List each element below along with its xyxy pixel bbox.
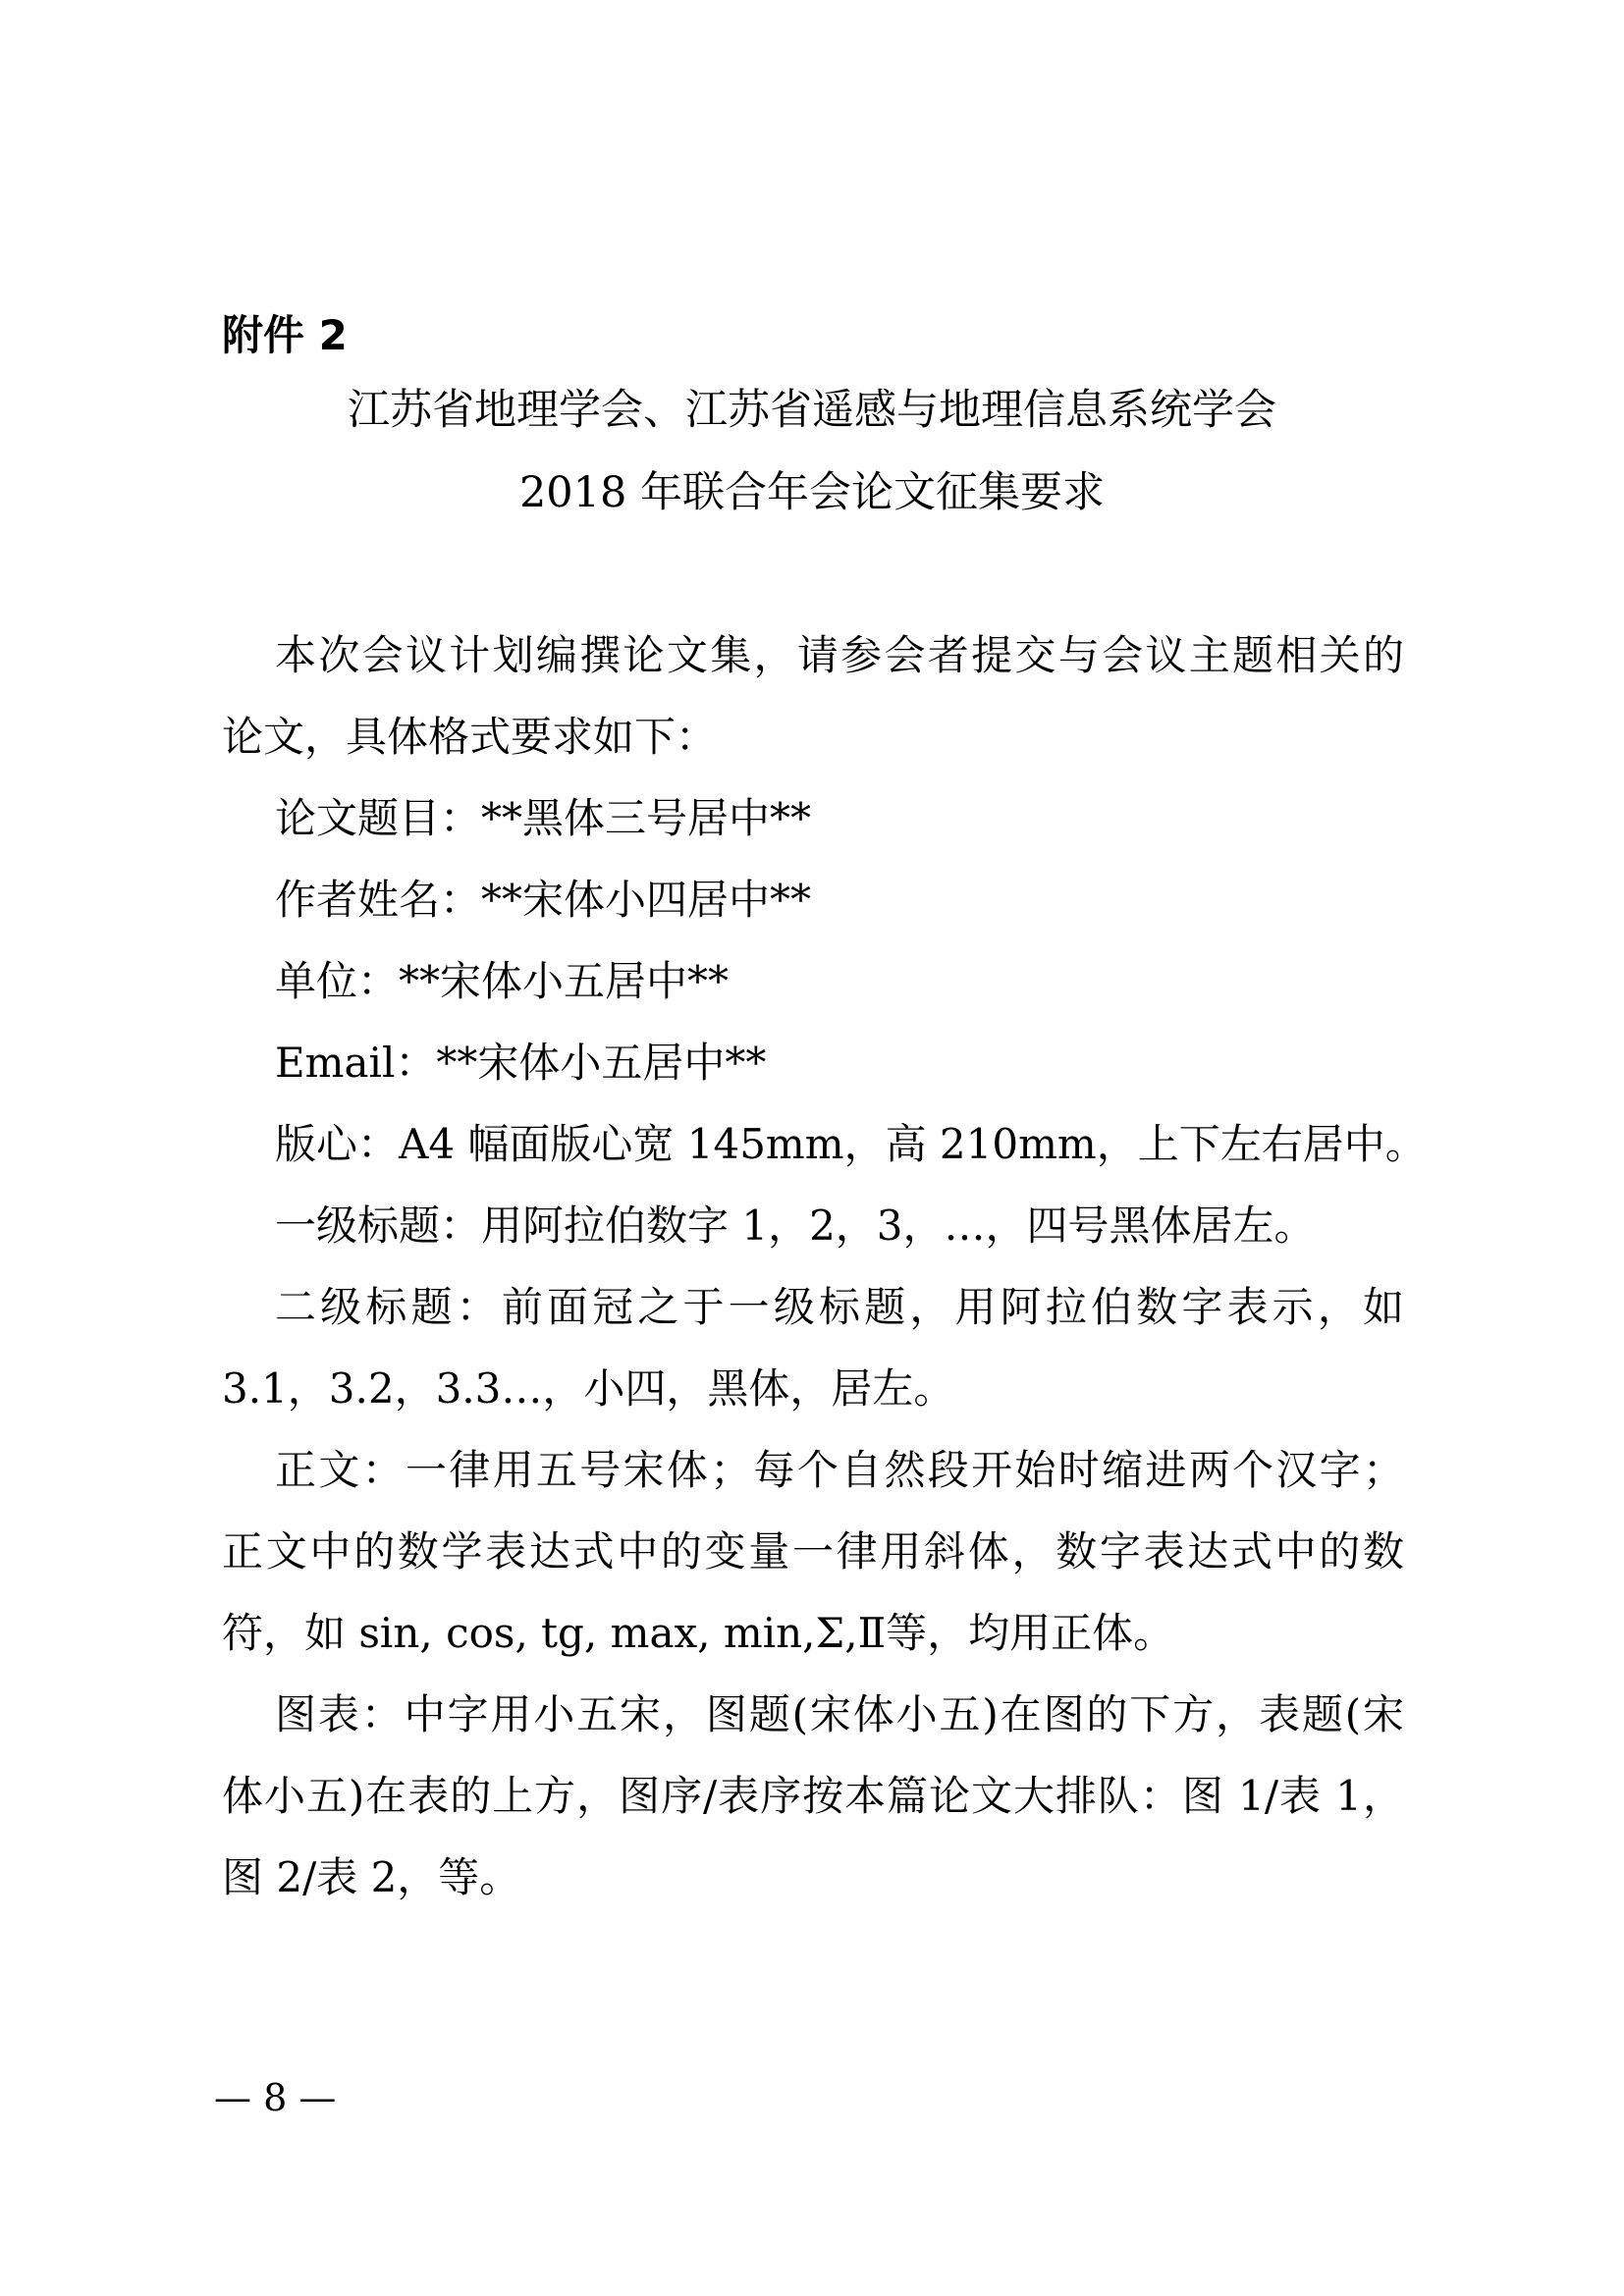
document-title-line-2: 2018 年联合年会论文征集要求 bbox=[518, 468, 1106, 517]
paragraph-line: 图表：中字用小五宋，图题(宋体小五)在图的下方，表题(宋 bbox=[275, 1690, 1404, 1738]
paragraph-line: 作者姓名：**宋体小四居中** bbox=[275, 876, 812, 924]
paragraph-line: 版心：A4 幅面版心宽 145mm，高 210mm，上下左右居中。 bbox=[275, 1120, 1427, 1168]
paragraph-layout-format bbox=[222, 1103, 1427, 1185]
paragraph-body-text-format bbox=[222, 1429, 1404, 1674]
page-number: — 8 — bbox=[214, 2076, 337, 2119]
paragraph-affiliation-format bbox=[222, 940, 1404, 1022]
paragraph-line: 二级标题：前面冠之于一级标题，用阿拉伯数字表示，如 bbox=[275, 1283, 1404, 1331]
paragraph-line: 一级标题：用阿拉伯数字 1，2，3，…，四号黑体居左。 bbox=[275, 1201, 1316, 1250]
document-title-line-1: 江苏省地理学会、江苏省遥感与地理信息系统学会 bbox=[348, 386, 1276, 435]
paragraph-line: 图 2/表 2，等。 bbox=[222, 1853, 521, 1901]
paragraph-line: 论文题目：**黑体三号居中** bbox=[275, 794, 812, 842]
paragraph-line: 正文：一律用五号宋体；每个自然段开始时缩进两个汉字； bbox=[275, 1446, 1404, 1494]
paragraph-intro bbox=[222, 614, 1404, 777]
paragraph-heading1-format bbox=[222, 1185, 1404, 1266]
paragraph-line: 符，如 sin, cos, tg, max, min,Σ,Ⅱ等，均用正体。 bbox=[222, 1609, 1175, 1657]
paragraph-line: 3.1，3.2，3.3…，小四，黑体，居左。 bbox=[222, 1364, 955, 1413]
attachment-label: 附件 2 bbox=[222, 311, 348, 359]
paragraph-line: 单位：**宋体小五居中** bbox=[275, 957, 730, 1005]
paragraph-email-format bbox=[222, 1022, 1404, 1103]
paragraph-figure-table-format bbox=[222, 1674, 1404, 1918]
paragraph-line: 论文，具体格式要求如下： bbox=[222, 713, 718, 761]
paragraph-line: 体小五)在表的上方，图序/表序按本篇论文大排队：图 1/表 1， bbox=[222, 1772, 1404, 1820]
paragraph-author-format bbox=[222, 859, 1404, 940]
paragraph-line: 正文中的数学表达式中的变量一律用斜体，数字表达式中的数 bbox=[222, 1527, 1404, 1575]
paragraph-line: 本次会议计划编撰论文集，请参会者提交与会议主题相关的 bbox=[275, 631, 1404, 679]
paragraph-paper-title-format bbox=[222, 777, 1404, 859]
document-body bbox=[222, 614, 1427, 1918]
paragraph-heading2-format bbox=[222, 1266, 1404, 1429]
paragraph-line: Email：**宋体小五居中** bbox=[275, 1039, 767, 1087]
